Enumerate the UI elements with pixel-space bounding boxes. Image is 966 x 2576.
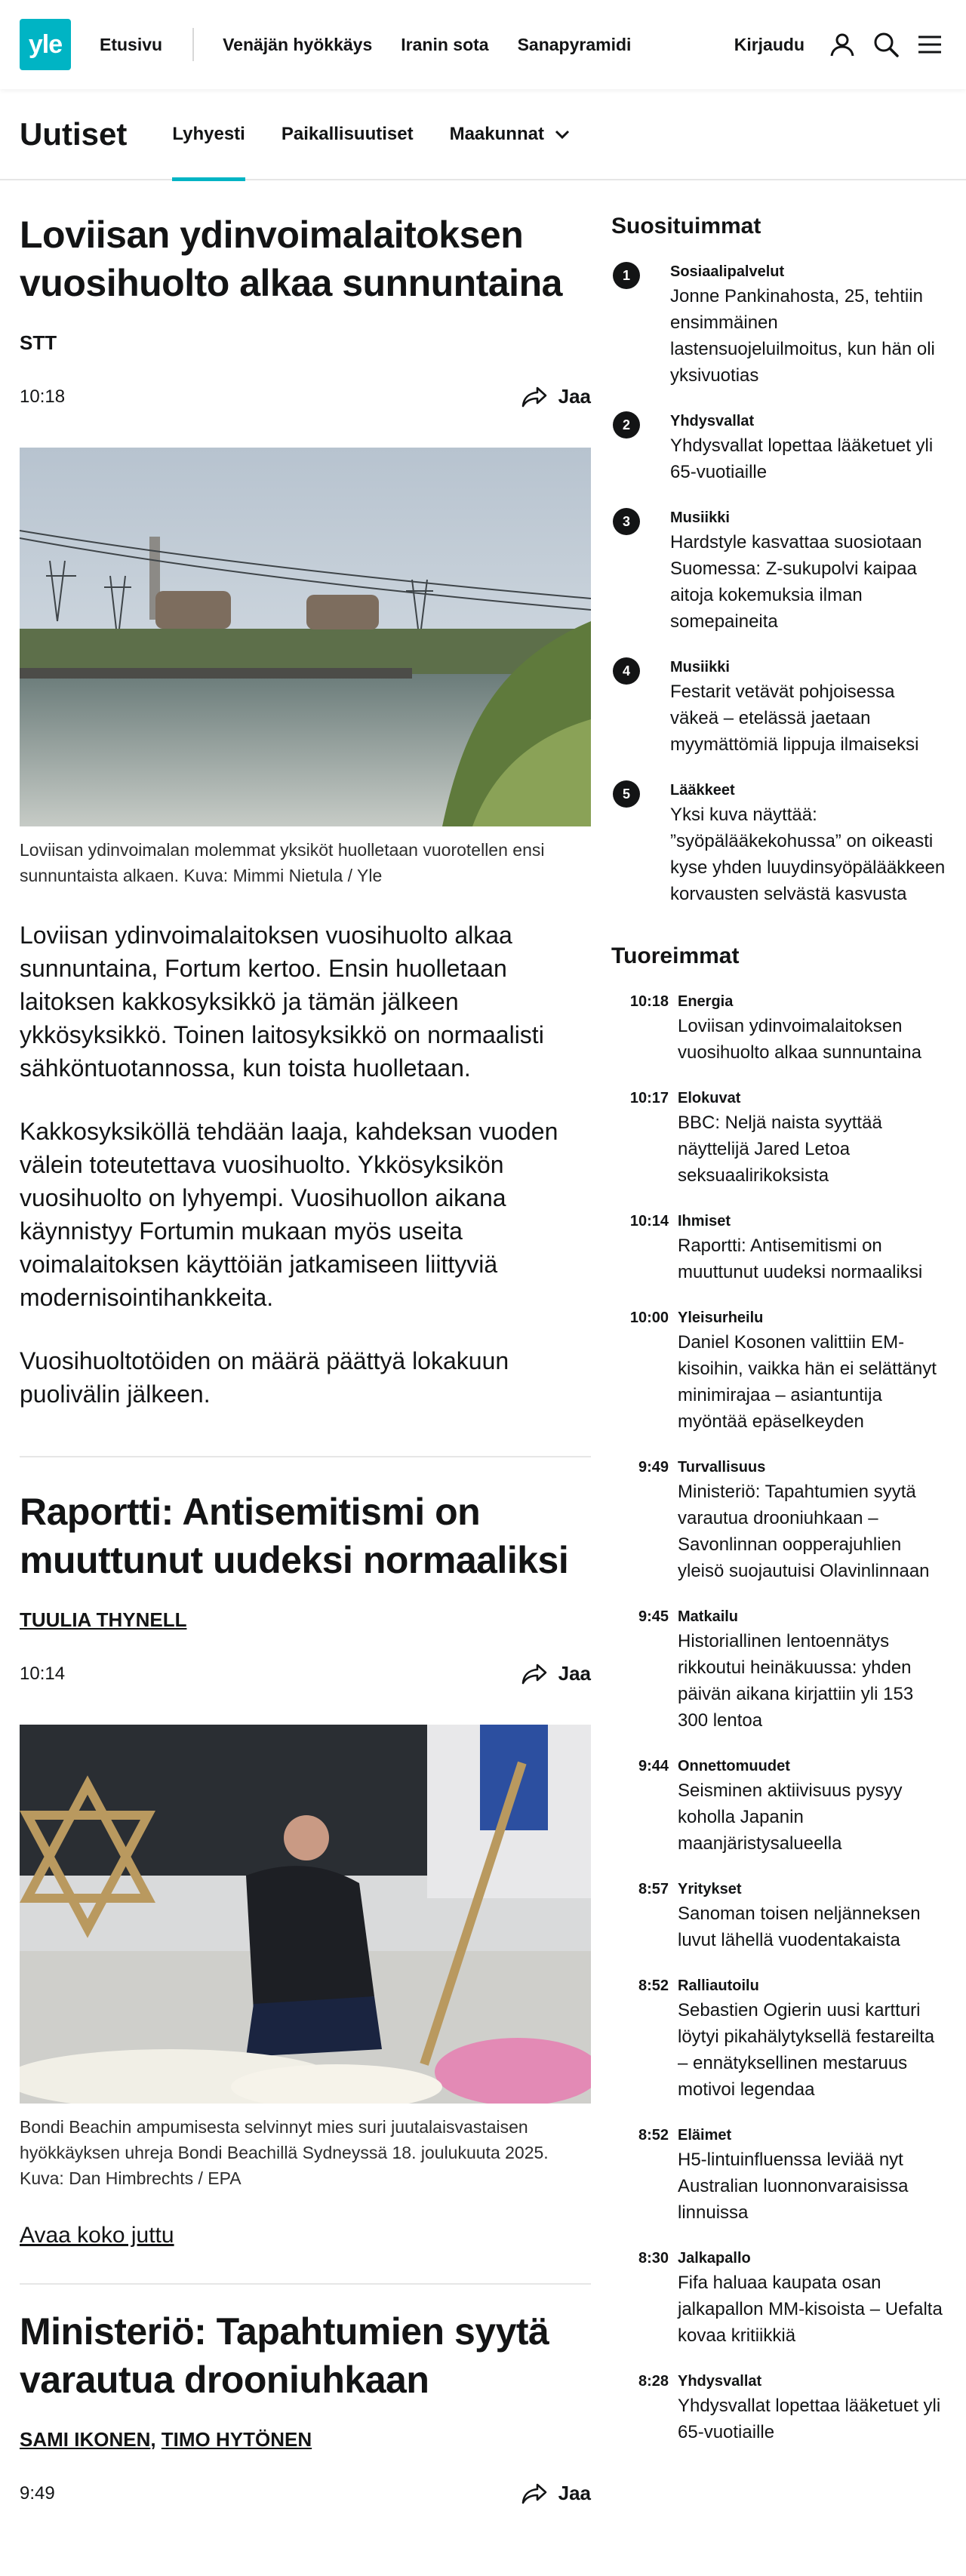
article-time: 9:49	[20, 2482, 55, 2504]
item-category: Matkailu	[678, 1608, 739, 1625]
share-label: Jaa	[558, 1662, 591, 1685]
latest-item[interactable]	[611, 1308, 946, 1435]
item-category: Ihmiset	[678, 1213, 731, 1230]
item-title[interactable]: Sebastien Ogierin uusi kartturi löytyi pikahälytyksellä festareilta – ennätyksellinen mestaruus motivoi legendaa	[678, 2000, 935, 2100]
chevron-down-icon	[555, 124, 570, 145]
author-link[interactable]: SAMI IKONEN	[20, 2428, 151, 2451]
item-title[interactable]: Seisminen aktiivisuus pysyy koholla Japanin maanjäristysalueella	[678, 1780, 903, 1854]
item-category: Lääkkeet	[670, 782, 735, 799]
share-icon	[521, 2482, 548, 2505]
item-category: Elokuvat	[678, 1090, 741, 1106]
item-category: Sosiaalipalvelut	[670, 263, 785, 280]
item-category: Jalkapallo	[678, 2250, 751, 2267]
item-title[interactable]: Yksi kuva näyttää: ”syöpälääkekohussa” on oikeasti kyse yhden luuydinsyöpälääkkeen korvausten selvästä kasvusta	[670, 805, 946, 904]
tab-lyhyesti[interactable]	[172, 88, 245, 180]
popular-item[interactable]	[611, 508, 946, 635]
article-time: 10:18	[20, 386, 66, 407]
nav-venajan-hyokkays[interactable]: Venäjän hyökkäys	[223, 34, 373, 54]
news-article	[20, 180, 591, 1457]
popular-title: Suosituimmat	[611, 214, 761, 239]
item-time: 9:44	[611, 1756, 669, 1776]
item-time: 9:45	[611, 1607, 669, 1627]
search-icon[interactable]	[869, 28, 903, 61]
latest-item[interactable]	[611, 1457, 946, 1584]
item-category: Yhdysvallat	[678, 2373, 762, 2390]
tab-maakunnat[interactable]	[450, 88, 570, 180]
nav-etusivu[interactable]: Etusivu	[100, 34, 163, 54]
user-icon[interactable]	[826, 28, 859, 61]
open-full-article-link[interactable]: Avaa koko juttu	[20, 2223, 174, 2248]
article-headline[interactable]: Raportti: Antisemitismi on muuttunut uudeksi normaaliksi	[20, 1491, 569, 1581]
news-article	[20, 2285, 591, 2505]
article-author	[20, 1608, 591, 1632]
author-link[interactable]: TUULIA THYNELL	[20, 1608, 187, 1631]
rank-badge: 2	[613, 411, 640, 439]
news-feed	[20, 180, 591, 2505]
nav-iranin-sota[interactable]: Iranin sota	[401, 34, 489, 54]
share-button[interactable]	[521, 1662, 591, 1685]
latest-item[interactable]	[611, 2125, 946, 2226]
item-title[interactable]: Loviisan ydinvoimalaitoksen vuosihuolto alkaa sunnuntaina	[678, 1016, 921, 1063]
share-icon	[521, 386, 548, 408]
latest-item[interactable]	[611, 1088, 946, 1189]
latest-item[interactable]	[611, 1211, 946, 1285]
latest-item[interactable]	[611, 2371, 946, 2445]
item-time: 8:28	[611, 2371, 669, 2391]
popular-list	[611, 262, 946, 907]
item-category: Eläimet	[678, 2127, 732, 2144]
item-title[interactable]: Festarit vetävät pohjoisessa väkeä – etelässä jaetaan myymättömiä lippuja ilmaiseksi	[670, 682, 919, 755]
tab-label: Lyhyesti	[172, 123, 245, 144]
item-title[interactable]: Historiallinen lentoennätys rikkoutui heinäkuussa: yhden päivän aikana kirjattiin yli 153 300 lentoa	[678, 1631, 914, 1731]
item-category: Musiikki	[670, 509, 730, 526]
rank-badge: 3	[613, 508, 640, 535]
item-category: Ralliautoilu	[678, 1977, 759, 1994]
latest-list	[611, 992, 946, 2445]
author-separator: ,	[150, 2428, 162, 2451]
latest-item[interactable]	[611, 1756, 946, 1857]
item-time: 8:57	[611, 1879, 669, 1899]
item-title[interactable]: BBC: Neljä naista syyttää näyttelijä Jared Letoa seksuaalirikoksista	[678, 1113, 882, 1186]
item-title[interactable]: Sanoman toisen neljänneksen luvut lähellä vuodentakaista	[678, 1904, 921, 1950]
share-icon	[521, 1663, 548, 1685]
nav-sanapyramidi[interactable]: Sanapyramidi	[517, 34, 632, 54]
item-time: 9:49	[611, 1457, 669, 1477]
yle-logo[interactable]: yle	[20, 19, 71, 70]
item-time: 10:17	[611, 1088, 669, 1108]
article-headline[interactable]: Loviisan ydinvoimalaitoksen vuosihuolto alkaa sunnuntaina	[20, 214, 562, 304]
item-time: 8:52	[611, 2125, 669, 2145]
latest-item[interactable]	[611, 1879, 946, 1953]
item-title[interactable]: Fifa haluaa kaupata osan jalkapallon MM-kisoista – Uefalta kovaa kritiikkiä	[678, 2273, 943, 2346]
tab-label: Maakunnat	[449, 123, 544, 144]
item-title[interactable]: Hardstyle kasvattaa suosiotaan Suomessa: Z-sukupolvi kaipaa aitoja kokemuksia ilman somepaineita	[670, 532, 922, 632]
news-article	[20, 1457, 591, 2285]
latest-item[interactable]	[611, 992, 946, 1066]
tab-label: Paikallisuutiset	[281, 123, 414, 144]
article-image-power-plant[interactable]	[20, 448, 591, 826]
item-title[interactable]: Ministeriö: Tapahtumien syytä varautua drooniuhkaan – Savonlinnan oopperajuhlien yleisö suojautuisi Olavinlinnaan	[678, 1482, 930, 1581]
item-time: 10:00	[611, 1308, 669, 1328]
menu-icon[interactable]	[913, 28, 946, 61]
nav-divider	[192, 28, 194, 61]
article-paragraph: Vuosihuoltotöiden on määrä päättyä lokakuun puolivälin jälkeen.	[20, 1347, 509, 1408]
share-button[interactable]	[521, 2482, 591, 2505]
item-title[interactable]: Daniel Kosonen valittiin EM-kisoihin, vaikka hän ei selättänyt minimirajaa – asiantuntija myöntää epäselkeyden	[678, 1332, 937, 1432]
article-paragraph: Loviisan ydinvoimalaitoksen vuosihuolto alkaa sunnuntaina, Fortum kertoo. Ensin huolletaan laitoksen kakkosyksikkö ja tämän jälkeen ykkösyksikkö. Toinen laitosyksikkö on normaalisti sähköntuotannossa, kun toista huolletaan.	[20, 922, 544, 1082]
article-body	[20, 919, 591, 1411]
item-time: 10:14	[611, 1211, 669, 1231]
latest-item[interactable]	[611, 2248, 946, 2349]
item-title[interactable]: Yhdysvallat lopettaa lääketuet yli 65-vuotiaille	[670, 435, 934, 482]
section-title[interactable]: Uutiset	[20, 115, 128, 152]
item-category: Yritykset	[678, 1881, 742, 1897]
author-link[interactable]: TIMO HYTÖNEN	[161, 2428, 312, 2451]
item-time: 8:52	[611, 1976, 669, 1996]
article-time: 10:14	[20, 1663, 66, 1684]
sidebar	[611, 180, 946, 2445]
item-category: Onnettomuudet	[678, 1758, 790, 1774]
latest-item[interactable]	[611, 1976, 946, 2103]
image-caption: Bondi Beachin ampumisesta selvinnyt mies suri juutalaisvastaisen hyökkäyksen uhreja Bondi Beachillä Sydneyssä 18. joulukuuta 2025. Kuva: Dan Himbrechts / EPA	[20, 2117, 549, 2188]
article-image-bondi-beach[interactable]	[20, 1725, 591, 2104]
share-button[interactable]	[521, 385, 591, 408]
latest-title: Tuoreimmat	[611, 943, 740, 968]
login-link[interactable]: Kirjaudu	[734, 34, 804, 54]
item-title[interactable]: Jonne Pankinahosta, 25, tehtiin ensimmäinen lastensuojeluilmoitus, kun hän oli yksivuotias	[670, 286, 935, 386]
item-category: Musiikki	[670, 659, 730, 676]
popular-item[interactable]	[611, 780, 946, 907]
item-category: Yleisurheilu	[678, 1310, 764, 1326]
article-author: STT	[20, 331, 57, 354]
popular-item[interactable]	[611, 411, 946, 485]
rank-badge: 4	[613, 657, 640, 685]
top-header	[0, 0, 966, 89]
item-title[interactable]: Yhdysvallat lopettaa lääketuet yli 65-vuotiaille	[678, 2396, 941, 2442]
popular-item[interactable]	[611, 657, 946, 758]
latest-item[interactable]	[611, 1607, 946, 1734]
item-title[interactable]: Raportti: Antisemitismi on muuttunut uudeksi normaaliksi	[678, 1236, 923, 1282]
item-time: 8:30	[611, 2248, 669, 2268]
section-nav	[0, 89, 966, 180]
item-title[interactable]: H5-lintuinfluenssa leviää nyt Australian luonnonvaraisissa linnuissa	[678, 2150, 909, 2223]
article-headline[interactable]: Ministeriö: Tapahtumien syytä varautua drooniuhkaan	[20, 2310, 549, 2401]
rank-badge: 5	[613, 780, 640, 808]
rank-badge: 1	[613, 262, 640, 289]
item-time: 10:18	[611, 992, 669, 1011]
tab-paikallisuutiset[interactable]	[281, 88, 414, 180]
article-paragraph: Kakkosyksiköllä tehdään laaja, kahdeksan vuoden välein toteutettava vuosihuolto. Ykkösyksikön vuosihuolto on lyhyempi. Vuosihuollon aikana käynnistyy Fortumin mukaan myös useita voimalaitoksen käyttöiän jatkamiseen liittyviä modernisointihankkeita.	[20, 1118, 558, 1311]
item-category: Energia	[678, 993, 734, 1010]
image-caption: Loviisan ydinvoimalan molemmat yksiköt huolletaan vuorotellen ensi sunnuntaista alkaen. Kuva: Mimmi Nietula / Yle	[20, 840, 545, 885]
share-label: Jaa	[558, 385, 591, 408]
item-category: Yhdysvallat	[670, 413, 755, 429]
item-category: Turvallisuus	[678, 1459, 766, 1476]
share-label: Jaa	[558, 2482, 591, 2504]
article-author	[20, 2428, 591, 2451]
popular-item[interactable]	[611, 262, 946, 389]
